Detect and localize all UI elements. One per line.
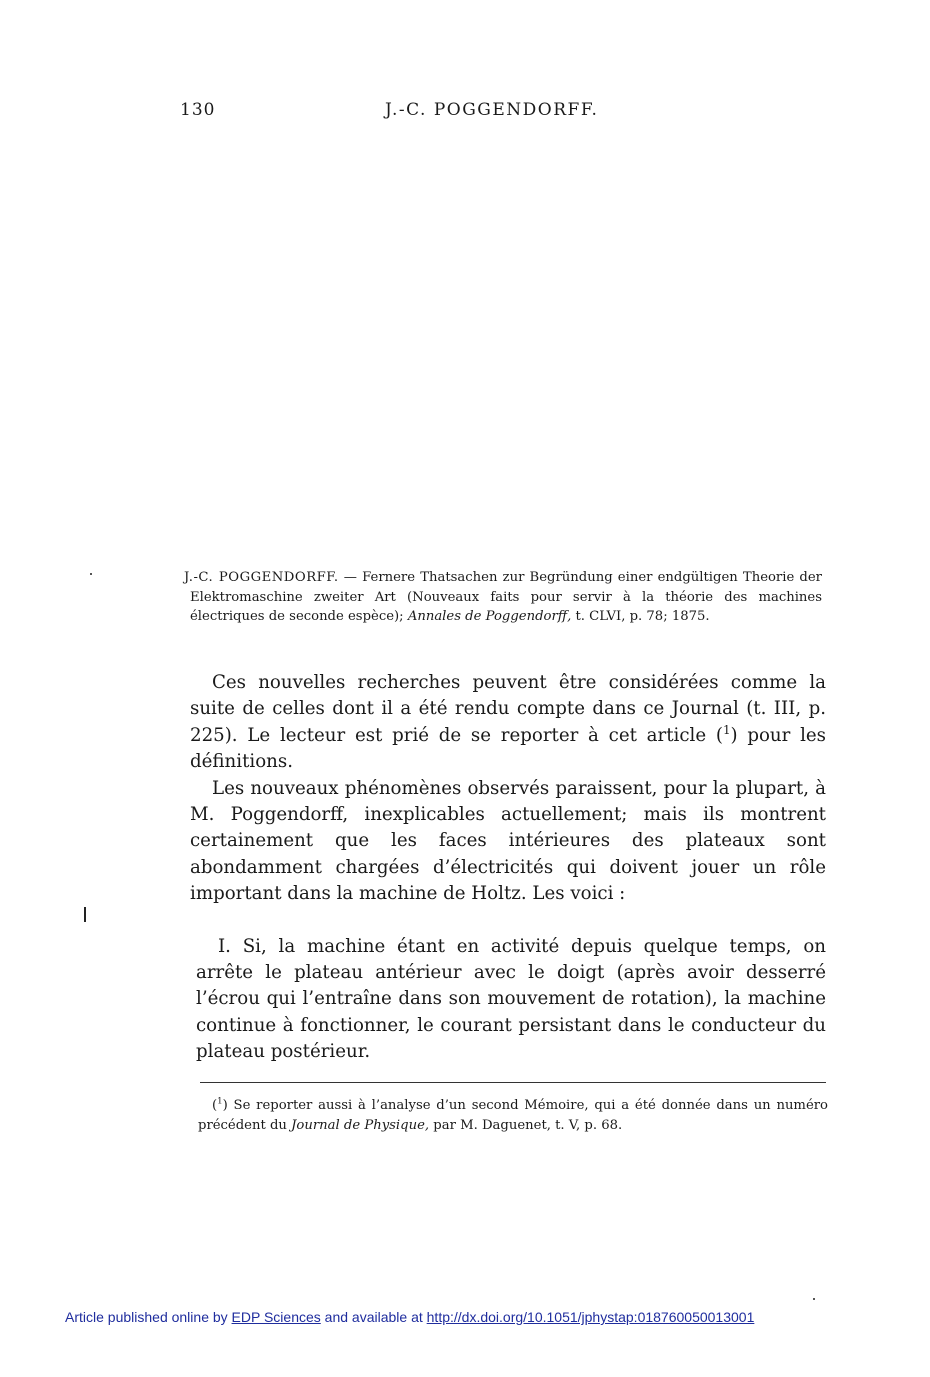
paragraph-text: Ces nouvelles recherches peuvent être considérées comme la suite de celles dont il a été rendu compte dans ce Journal (t. III, p. 225). Le lecteur est prié de se reporter à cet article ( — [190, 672, 826, 746]
running-title: J.-C. POGGENDORFF. — [385, 100, 599, 120]
scan-speck — [90, 573, 92, 575]
article-body — [190, 670, 826, 1066]
scan-speck — [813, 1298, 815, 1300]
footnote — [198, 1096, 828, 1136]
publisher-link[interactable]: EDP Sciences — [231, 1309, 321, 1325]
reference-details: t. CLVI, p. 78; 1875. — [575, 609, 710, 624]
paragraph-text: ) pour les définitions. — [190, 724, 827, 773]
reference-authors: J.-C. POGGENDORFF. — [184, 570, 339, 585]
footnote-rule — [200, 1082, 826, 1083]
notice-middle: and available at — [324, 1309, 423, 1325]
footnote-open-paren: ( — [212, 1098, 218, 1113]
body-paragraph: Les nouveaux phénomènes observés paraissent, pour la plupart, à M. Poggendorff, inexplicables actuellement; mais ils montrent certainement que les faces intérieures des plateaux sont abondamment chargées d’électricités qui doivent jouer un rôle important dans la machine de Holtz. Les voici : — [190, 777, 826, 905]
footnote-text-end: par M. Daguenet, t. V, p. 68. — [433, 1118, 623, 1133]
publication-notice — [65, 1309, 754, 1325]
numbered-paragraph: I. Si, la machine étant en activité depuis quelque temps, on arrête le plateau antérieur avec le doigt (après avoir desserré l’écrou qui l’entraîne dans son mouvement de rotation), la machine continue à fonctionner, le courant persistant dans le conducteur du plateau postérieur. — [196, 935, 826, 1063]
doi-link[interactable]: http://dx.doi.org/10.1051/jphystap:018760050013001 — [426, 1309, 755, 1325]
page-number: 130 — [180, 100, 216, 120]
footnote-reference-mark: 1 — [722, 722, 731, 737]
footnote-mark: 1 — [217, 1096, 223, 1107]
reference-dash: — — [343, 570, 357, 585]
reference-title: Fernere Thatsachen zur Begründung einer endgültigen Theorie der Elektromaschine zweiter Art (Nouveaux faits pour servir à la théorie des machines électriques de seconde espèce); — [190, 570, 822, 624]
footnote-text: ) Se reporter aussi à l’analyse d’un second Mémoire, qui a été donnée dans un numéro précédent du — [198, 1098, 828, 1133]
reference-journal: Annales de Poggendorff, — [407, 609, 572, 624]
bibliographic-reference — [184, 568, 822, 627]
notice-prefix: Article published online by — [65, 1309, 228, 1325]
body-paragraph — [190, 670, 826, 776]
margin-mark — [84, 907, 86, 922]
footnote-journal: Journal de Physique, — [291, 1118, 430, 1133]
